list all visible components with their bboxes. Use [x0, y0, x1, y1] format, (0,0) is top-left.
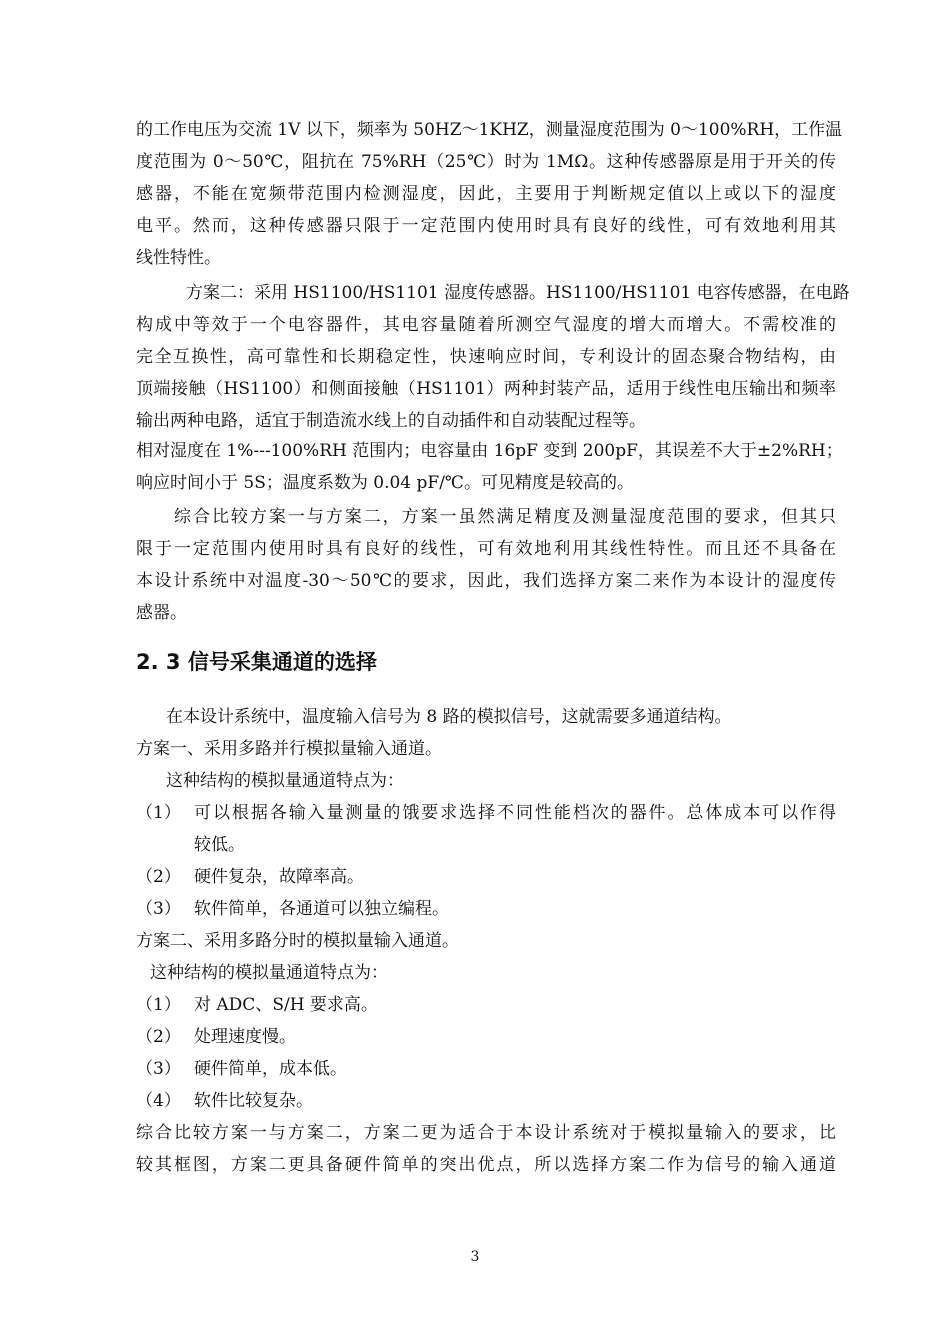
list-item: 软件比较复杂。 [194, 1091, 313, 1111]
conclusion-line: 综合比较方案一与方案二，方案二更为适合于本设计系统对于模拟量输入的要求，比 [136, 1123, 836, 1143]
scheme-1-title: 方案一、采用多路并行模拟量输入通道。 [136, 739, 442, 759]
paragraph-4-line: 限于一定范围内使用时具有良好的线性，可有效地利用其线性特性。而且还不具备在 [136, 539, 836, 559]
paragraph-2-line: 方案二：采用 HS1100/HS1101 湿度传感器。HS1100/HS1101 电容传感器，在电路 [186, 283, 850, 303]
scheme-2-lead: 这种结构的模拟量通道特点为： [150, 963, 388, 983]
list-number: （4） [136, 1091, 181, 1111]
list-item: 硬件复杂，故障率高。 [194, 867, 364, 887]
conclusion-line: 较其框图，方案二更具备硬件简单的突出优点，所以选择方案二作为信号的输入通道 [136, 1155, 836, 1175]
list-number: （1） [136, 995, 181, 1015]
list-item: 对 ADC、S/H 要求高。 [194, 995, 378, 1015]
list-number: （1） [136, 803, 181, 823]
paragraph-4-line: 综合比较方案一与方案二，方案一虽然满足精度及测量湿度范围的要求，但其只 [174, 507, 836, 527]
scheme-1-lead: 这种结构的模拟量通道特点为： [166, 771, 404, 791]
list-number: （2） [136, 867, 181, 887]
paragraph-3-line: 相对湿度在 1%---100%RH 范围内；电容量由 16pF 变到 200pF，其误差不大于±2%RH； [136, 441, 843, 461]
paragraph-1-line: 度范围为 0～50℃，阻抗在 75%RH（25℃）时为 1MΩ。这种传感器原是用于开关的传 [136, 152, 836, 172]
list-item-continuation: 较低。 [194, 835, 245, 855]
paragraph-1-line: 的工作电压为交流 1V 以下，频率为 50HZ～1KHZ，测量湿度范围为 0～100%RH，工作温 [136, 120, 843, 140]
list-item: 软件简单，各通道可以独立编程。 [194, 899, 449, 919]
intro-text: 在本设计系统中，温度输入信号为 8 路的模拟信号，这就需要多通道结构。 [166, 707, 732, 727]
list-item: 硬件简单，成本低。 [194, 1059, 347, 1079]
paragraph-2-line: 完全互换性，高可靠性和长期稳定性，快速响应时间，专利设计的固态聚合物结构，由 [136, 347, 836, 367]
paragraph-1-line: 电平。然而，这种传感器只限于一定范围内使用时具有良好的线性，可有效地利用其 [136, 216, 836, 236]
paragraph-2-line: 顶端接触（HS1100）和侧面接触（HS1101）两种封装产品，适用于线性电压输出和频率 [136, 379, 836, 399]
list-item: 可以根据各输入量测量的饿要求选择不同性能档次的器件。总体成本可以作得 [194, 803, 836, 823]
paragraph-1-line: 感器，不能在宽频带范围内检测湿度，因此，主要用于判断规定值以上或以下的湿度 [136, 184, 836, 204]
paragraph-4-line: 感器。 [136, 603, 187, 623]
paragraph-2-line: 构成中等效于一个电容器件，其电容量随着所测空气湿度的增大而增大。不需校准的 [136, 315, 836, 335]
paragraph-3-line: 响应时间小于 5S；温度系数为 0.04 pF/℃。可见精度是较高的。 [136, 473, 634, 493]
list-number: （3） [136, 1059, 181, 1079]
section-heading: 2. 3 信号采集通道的选择 [136, 650, 377, 674]
list-number: （3） [136, 899, 181, 919]
scheme-2-title: 方案二、采用多路分时的模拟量输入通道。 [136, 931, 459, 951]
list-number: （2） [136, 1027, 181, 1047]
paragraph-2-line: 输出两种电路，适宜于制造流水线上的自动插件和自动装配过程等。 [136, 411, 646, 431]
list-item: 处理速度慢。 [194, 1027, 296, 1047]
paragraph-1-line: 线性特性。 [136, 248, 221, 268]
paragraph-4-line: 本设计系统中对温度-30～50℃的要求，因此，我们选择方案二来作为本设计的湿度传 [136, 571, 836, 591]
page-number: 3 [470, 1249, 480, 1265]
